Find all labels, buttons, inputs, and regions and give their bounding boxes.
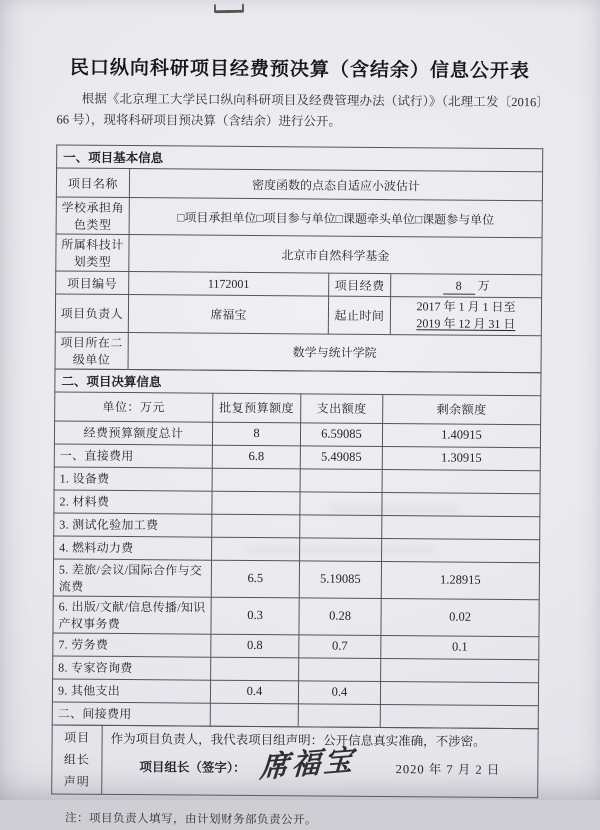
- staple-icon: [214, 4, 244, 14]
- fund-amount: 8: [443, 279, 475, 295]
- form-sheet: [51, 52, 543, 829]
- budget-spent-value: 6.59085: [300, 423, 382, 447]
- budget-approved-value: [212, 537, 300, 561]
- period-to: 2019 年 12 月 31 日: [416, 316, 516, 332]
- budget-spent-value: [300, 492, 382, 516]
- budget-spent-value: 5.19085: [299, 561, 381, 599]
- role-type-options: □项目承担单位□项目参与单位□课题牵头单位□课题参与单位: [129, 198, 542, 238]
- footnote: 注：项目负责人填写，由计划财务部负责公开。: [64, 812, 318, 827]
- budget-row-label: 经费预算额度总计: [54, 421, 212, 445]
- basic-info-table: [55, 144, 544, 373]
- budget-approved-value: 0.4: [210, 680, 298, 704]
- budget-row-label: 4. 燃料动力费: [54, 536, 212, 560]
- table-row: [56, 234, 542, 275]
- dept-value: 数学与统计学院: [128, 332, 541, 372]
- intro-paragraph: 根据《北京理工大学民口纵向科研项目及经费管理办法（试行）》（北理工发〔2016〕66 号），现将科研项目预决算（含结余）进行公开。: [56, 91, 543, 129]
- col-header-remain: 剩余额度: [383, 394, 541, 424]
- budget-spent-value: [298, 704, 380, 728]
- budget-spent-value: 5.49085: [300, 446, 382, 470]
- budget-spent-value: [300, 515, 382, 539]
- budget-approved-value: 0.3: [211, 597, 299, 635]
- budget-approved-value: [211, 657, 299, 681]
- budget-approved-value: 6.5: [211, 560, 299, 598]
- signature-row: [110, 744, 529, 786]
- signature-date: 2020 年 7 月 2 日: [395, 762, 501, 778]
- budget-spent-value: 0.7: [299, 635, 381, 659]
- budget-spent-value: [300, 469, 382, 493]
- budget-row-label: 8. 专家咨询费: [53, 656, 211, 680]
- budget-remain-value: 0.02: [381, 598, 539, 636]
- budget-remain-value: [380, 704, 538, 728]
- budget-approved-value: [210, 703, 298, 727]
- role-type-label: 学校承担角色类型: [56, 197, 129, 235]
- budget-row-label: 9. 其他支出: [52, 679, 210, 703]
- budget-approved-value: 0.8: [211, 634, 299, 658]
- table-row: [53, 596, 539, 637]
- budget-spent-value: 0.4: [298, 681, 380, 705]
- fund-unit: 万: [477, 278, 490, 293]
- budget-row-label: 5. 差旅/会议/国际合作与交流费: [53, 559, 211, 597]
- budget-row-label: 6. 出版/文献/信息传播/知识产权事务费: [53, 596, 211, 634]
- budget-remain-value: [382, 538, 540, 562]
- budget-header-row: [55, 392, 541, 425]
- declaration-statement: 作为项目负责人，我代表项目组声明：公开信息真实准确，不涉密。: [110, 731, 486, 749]
- budget-row-label: 一、直接费用: [54, 444, 212, 468]
- fund-value: [391, 274, 542, 298]
- unit-header: 单位：万元: [55, 392, 213, 422]
- table-row: [55, 294, 541, 336]
- leader-name-value: 席福宝: [128, 295, 328, 334]
- budget-spent-value: [300, 538, 382, 562]
- budget-remain-value: [382, 469, 540, 493]
- budget-remain-value: 0.1: [381, 635, 539, 659]
- budget-section-title: 二、项目决算信息: [55, 369, 541, 396]
- table-row: [56, 168, 542, 201]
- page-title: 民口纵向科研项目经费预决算（含结余）信息公开表: [69, 57, 530, 83]
- budget-row-label: 2. 材料费: [54, 490, 212, 514]
- budget-row-label: 1. 设备费: [54, 467, 212, 491]
- plan-type-label: 所属科技计划类型: [56, 234, 129, 272]
- budget-remain-value: 1.40915: [382, 423, 540, 447]
- leader-signature: 席福宝: [259, 744, 357, 784]
- table-row: [55, 332, 541, 373]
- budget-approved-value: 6.8: [212, 445, 300, 469]
- table-row: [56, 197, 542, 238]
- period-label: 起止时间: [328, 296, 390, 334]
- budget-row-label: 二、间接费用: [52, 702, 210, 726]
- budget-approved-value: 8: [212, 422, 300, 446]
- declaration-table: [51, 724, 539, 798]
- declaration-content: [102, 725, 539, 798]
- budget-approved-value: [212, 468, 300, 492]
- project-no-value: 1172001: [129, 272, 329, 297]
- budget-remain-value: [381, 658, 539, 682]
- budget-remain-value: [382, 492, 540, 516]
- budget-remain-value: 1.30915: [382, 446, 540, 470]
- basic-info-section-title: 一、项目基本信息: [57, 145, 543, 172]
- budget-approved-value: [212, 514, 300, 538]
- col-header-approved: 批复预算额度: [213, 393, 301, 423]
- table-row: [52, 725, 539, 798]
- project-name-value: 密度函数的点态自适应小波估计: [129, 169, 542, 201]
- budget-remain-value: [382, 515, 540, 539]
- plan-type-value: 北京市自然科学基金: [129, 235, 542, 275]
- budget-spent-value: 0.28: [299, 598, 381, 636]
- col-header-spent: 支出额度: [301, 394, 383, 424]
- project-no-label: 项目编号: [56, 271, 129, 295]
- declaration-label: 项目 组长 声明: [52, 725, 103, 795]
- fund-label: 项目经费: [329, 273, 391, 296]
- period-value: [390, 297, 541, 336]
- budget-spent-value: [299, 658, 381, 682]
- dept-label: 项目所在二级单位: [55, 332, 128, 370]
- table-row: [53, 559, 539, 600]
- budget-remain-value: 1.28915: [381, 561, 539, 599]
- budget-approved-value: [212, 491, 300, 515]
- budget-remain-value: [380, 681, 538, 705]
- period-from: 2017 年 1 月 1 日至: [416, 299, 516, 315]
- project-name-label: 项目名称: [56, 168, 129, 198]
- budget-row-label: 7. 劳务费: [53, 633, 211, 657]
- budget-table: [52, 368, 542, 729]
- budget-row-label: 3. 测试化验加工费: [54, 513, 212, 537]
- leader-label: 项目负责人: [55, 294, 128, 332]
- signature-label: 项目组长（签字）：: [139, 760, 246, 776]
